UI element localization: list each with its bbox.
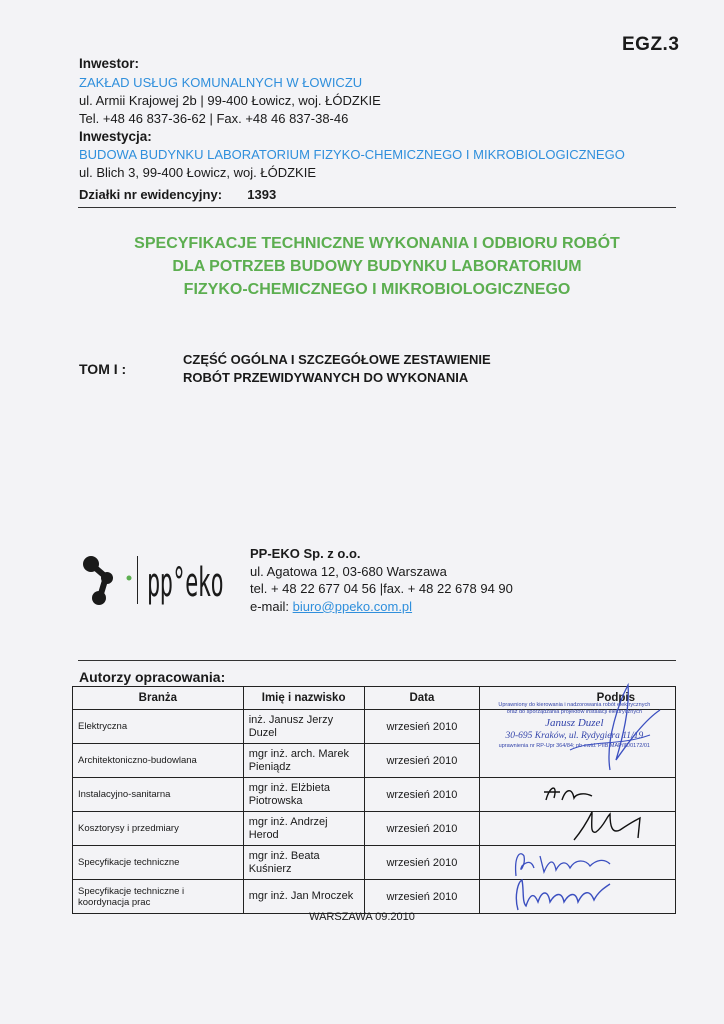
stamp-address: 30-695 Kraków, ul. Rydygiera 11/19 <box>505 731 644 741</box>
header-signature: Podpis <box>480 687 676 710</box>
plots-label: Działki nr ewidencyjny: <box>79 187 223 202</box>
title-line-1: SPECYFIKACJE TECHNICZNE WYKONANIA I ODBIORU ROBÓT <box>134 235 620 252</box>
signature-kusnierz-icon <box>510 846 630 880</box>
investor-label: Inwestor: <box>79 56 140 71</box>
signature-herod-icon <box>570 808 660 844</box>
row-branch: Specyfikacje techniczne i koordynacja prac <box>73 880 244 914</box>
signature-cell <box>480 880 676 914</box>
table-row <box>73 846 676 880</box>
plots-value: 1393 <box>247 187 277 202</box>
stamp-line-2: oraz do sporządzania projektów instalacji elektrycznych <box>506 709 642 715</box>
table-row <box>73 710 676 744</box>
volume-line-1: CZĘŚĆ OGÓLNA I SZCZEGÓŁOWE ZESTAWIENIE <box>183 352 491 367</box>
company-phone: tel. + 48 22 677 04 56 |fax. + 48 22 678 94 90 <box>250 581 513 596</box>
signature-cell <box>480 812 676 846</box>
authors-table <box>72 686 676 914</box>
investment-name: BUDOWA BUDYNKU LABORATORIUM FIZYKO-CHEMICZNEGO I MIKROBIOLOGICZNEGO <box>79 147 625 162</box>
company-email-label: e-mail: <box>250 598 293 614</box>
company-email-row <box>250 598 513 616</box>
company-name: PP-EKO Sp. z o.o. <box>250 546 361 561</box>
plots-row <box>79 187 625 202</box>
stamp-line-1: Uprawniony do kierowania i nadzorowania robót elektrycznych <box>498 702 651 708</box>
stamp-license: uprawnienia nr RP-Upr 364/84; pb ewid. PIIB MAP/IE/0172/01 <box>498 743 650 749</box>
row-date: wrzesień 2010 <box>364 744 480 778</box>
row-name: mgr inż. Elżbieta Piotrowska <box>243 778 364 812</box>
volume-label: TOM I : <box>79 361 127 377</box>
header-name: Imię i nazwisko <box>243 687 364 710</box>
logo-divider <box>137 556 138 604</box>
row-branch: Architektoniczno-budowlana <box>73 744 244 778</box>
row-date: wrzesień 2010 <box>364 846 480 880</box>
row-branch: Elektryczna <box>73 710 244 744</box>
investment-label: Inwestycja: <box>79 129 152 144</box>
title-line-2: DLA POTRZEB BUDOWY BUDYNKU LABORATORIUM <box>172 258 582 275</box>
header-branch: Branża <box>73 687 244 710</box>
volume-title <box>183 351 491 387</box>
investor-phone: Tel. +48 46 837-36-62 | Fax. +48 46 837-38-46 <box>79 111 349 126</box>
volume-line-2: ROBÓT PRZEWIDYWANYCH DO WYKONANIA <box>183 370 469 385</box>
stamp-name: Janusz Duzel <box>545 717 604 729</box>
signature-duzel-icon <box>550 680 665 780</box>
signature-cell <box>480 846 676 880</box>
investor-name: ZAKŁAD USŁUG KOMUNALNYCH W ŁOWICZU <box>79 75 363 90</box>
company-block <box>250 545 513 615</box>
investor-block <box>79 56 625 202</box>
company-address: ul. Agatowa 12, 03-680 Warszawa <box>250 563 447 579</box>
engineer-stamp <box>480 702 676 778</box>
row-name: mgr inż. Jan Mroczek <box>243 880 364 914</box>
table-row <box>73 880 676 914</box>
table-row <box>73 778 676 812</box>
row-date: wrzesień 2010 <box>364 778 480 812</box>
copy-number: EGZ.3 <box>622 34 680 55</box>
row-branch: Kosztorysy i przedmiary <box>73 812 244 846</box>
row-name: inż. Janusz Jerzy Duzel <box>243 710 364 744</box>
authors-title: Autorzy opracowania: <box>79 669 226 685</box>
document-title <box>78 232 676 301</box>
footer-place-date: WARSZAWA 09.2010 <box>309 911 415 923</box>
investor-address: ul. Armii Krajowej 2b | 99-400 Łowicz, woj. ŁÓDZKIE <box>79 93 381 108</box>
row-name: mgr inż. Beata Kuśnierz <box>243 846 364 880</box>
logo-wordmark: pp°eko <box>147 560 224 606</box>
row-branch: Specyfikacje techniczne <box>73 846 244 880</box>
table-row <box>73 812 676 846</box>
row-branch: Instalacyjno-sanitarna <box>73 778 244 812</box>
signature-piotrowska-icon <box>540 780 600 808</box>
signature-mroczek-icon <box>510 876 630 916</box>
row-date: wrzesień 2010 <box>364 812 480 846</box>
header-divider <box>78 207 676 208</box>
company-email-link[interactable]: biuro@ppeko.com.pl <box>292 598 413 614</box>
row-date: wrzesień 2010 <box>364 710 480 744</box>
authors-divider <box>78 660 676 661</box>
title-line-3: FIZYKO-CHEMICZNEGO I MIKROBIOLOGICZNEGO <box>183 281 571 298</box>
header-date: Data <box>364 687 480 710</box>
signature-cell <box>480 778 676 812</box>
row-date: wrzesień 2010 <box>364 880 480 914</box>
ppeko-logo-icon <box>80 553 140 609</box>
row-name: mgr inż. Andrzej Herod <box>243 812 364 846</box>
investment-address: ul. Blich 3, 99-400 Łowicz, woj. ŁÓDZKIE <box>79 165 316 180</box>
row-name: mgr inż. arch. Marek Pieniądz <box>243 744 364 778</box>
